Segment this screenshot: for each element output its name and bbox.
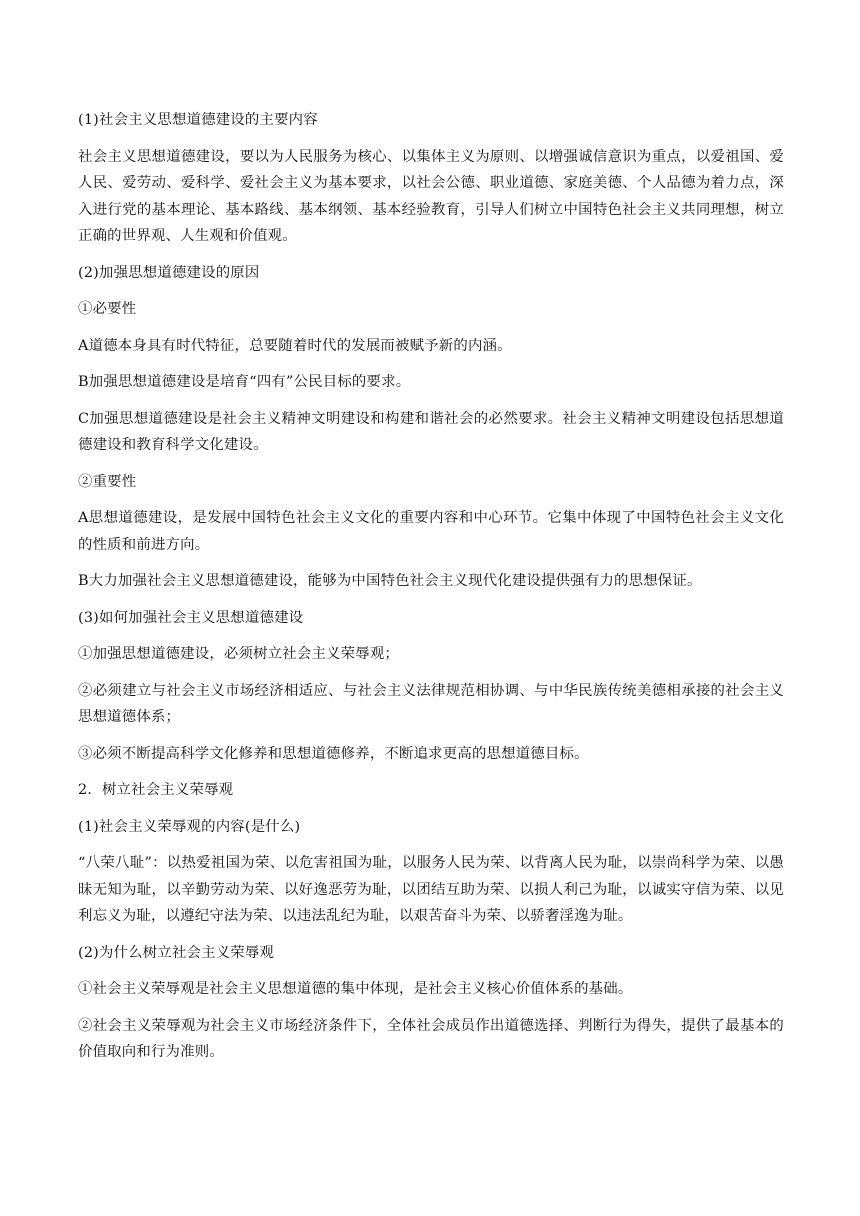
subheading-rongru-why: (2)为什么树立社会主义荣辱观: [78, 944, 275, 961]
subheading-rongru-content: (1)社会主义荣辱观的内容(是什么): [78, 818, 301, 835]
subheading-importance: ②重要性: [78, 473, 137, 490]
paragraph-necessity-b: B加强思想道德建设是培育“四有”公民目标的要求。: [78, 374, 411, 390]
section-heading-2-reasons: (2)加强思想道德建设的原因: [78, 264, 260, 281]
list-item-why-2: ②社会主义荣辱观为社会主义市场经济条件下，全体社会成员作出道德选择、判断行为得失，提供了最基本的价值取向和行为准则。: [78, 1017, 784, 1060]
list-item-how-2: ②必须建立与社会主义市场经济相适应、与社会主义法律规范相协调、与中华民族传统美德相承接的社会主义思想道德体系；: [78, 682, 784, 725]
paragraph-importance-a: A思想道德建设，是发展中国特色社会主义文化的重要内容和中心环节。它集中体现了中国特色社会主义文化的性质和前进方向。: [78, 510, 784, 553]
list-item-how-3: ③必须不断提高科学文化修养和思想道德修养，不断追求更高的思想道德目标。: [78, 745, 589, 762]
paragraph-eight-honors: “八荣八耻”：以热爱祖国为荣、以危害祖国为耻，以服务人民为荣、以背离人民为耻，以崇尚科学为荣、以愚昧无知为耻，以辛勤劳动为荣、以好逸恶劳为耻，以团结互助为荣、以损人利己为耻，以诚实守信为荣、以见利忘义为耻，以遵纪守法为荣、以违法乱纪为耻，以艰苦奋斗为荣、以骄奢淫逸为耻。: [78, 855, 784, 924]
section-heading-3-how: (3)如何加强社会主义思想道德建设: [78, 609, 304, 626]
subheading-necessity: ①必要性: [78, 301, 137, 317]
paragraph-necessity-c: C加强思想道德建设是社会主义精神文明建设和构建和谐社会的必然要求。社会主义精神文明建设包括思想道德建设和教育科学文化建设。: [78, 410, 784, 453]
document-body: [78, 107, 784, 1076]
list-item-how-1: ①加强思想道德建设，必须树立社会主义荣辱观；: [78, 646, 399, 662]
paragraph-content-main: 社会主义思想道德建设，要以为人民服务为核心、以集体主义为原则、以增强诚信意识为重点，以爱祖国、爱人民、爱劳动、爱科学、爱社会主义为基本要求，以社会公德、职业道德、家庭美德、个人品德为着力点，深入进行党的基本理论、基本路线、基本纲领、基本经验教育，引导人们树立中国特色社会主义共同理想，树立正确的世界观、人生观和价值观。: [78, 148, 784, 244]
paragraph-necessity-a: A道德本身具有时代特征，总要随着时代的发展而被赋予新的内涵。: [78, 337, 512, 354]
list-item-why-1: ①社会主义荣辱观是社会主义思想道德的集中体现，是社会主义核心价值体系的基础。: [78, 981, 633, 997]
section-heading-rongru: 2．树立社会主义荣辱观: [78, 782, 234, 798]
paragraph-importance-b: B大力加强社会主义思想道德建设，能够为中国特色社会主义现代化建设提供强有力的思想保证。: [78, 573, 702, 589]
section-heading-1-content: (1)社会主义思想道德建设的主要内容: [78, 112, 318, 128]
